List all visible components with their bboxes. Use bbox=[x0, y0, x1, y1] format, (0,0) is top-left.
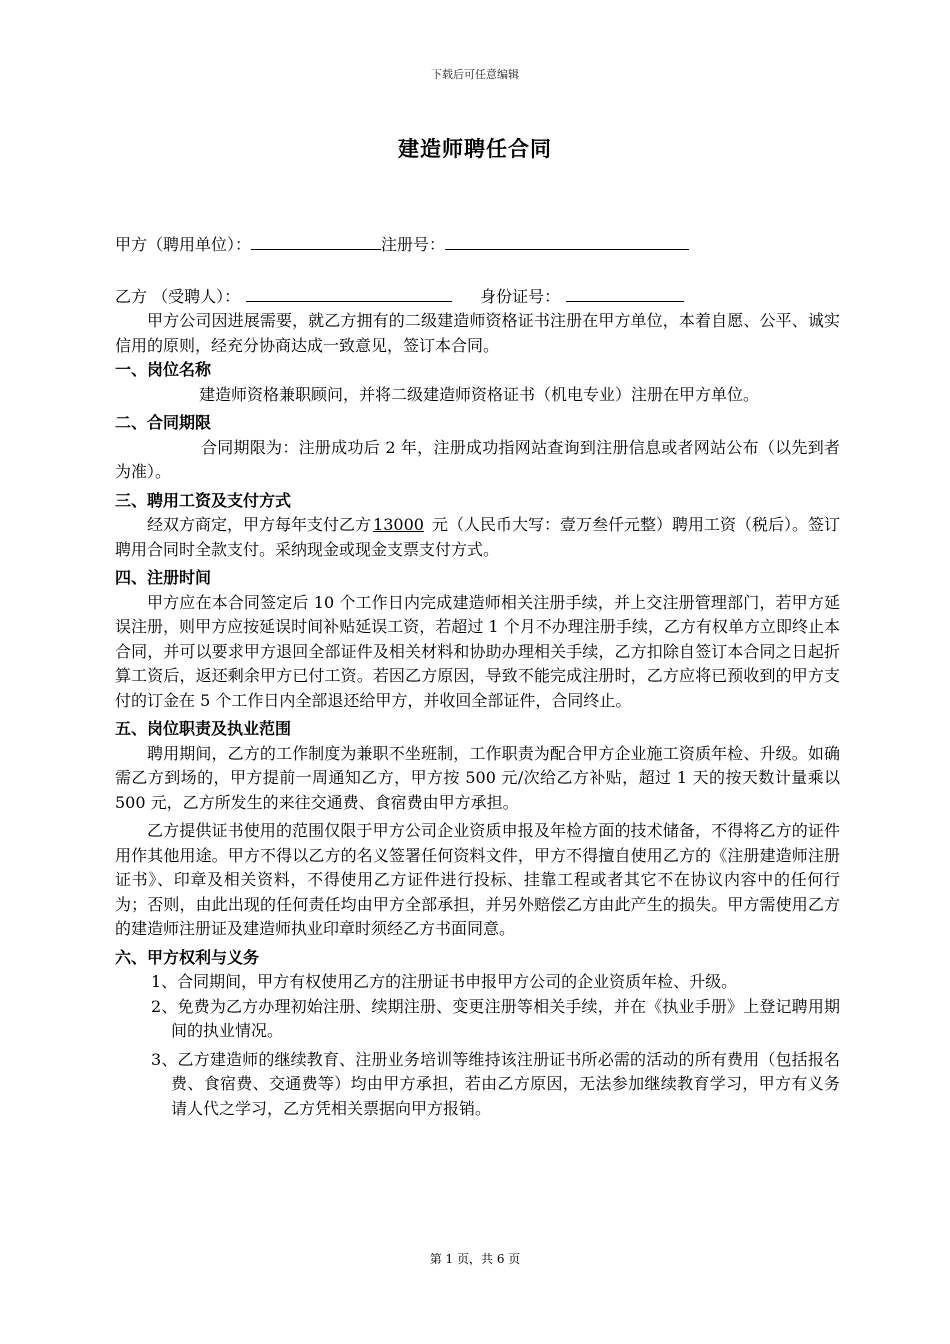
party-a-reg-blank bbox=[445, 232, 689, 250]
party-a-reg-label: 注册号： bbox=[381, 235, 446, 254]
party-b-label: 乙方 （受聘人）： bbox=[115, 286, 241, 306]
section-4-heading: 四、注册时间 bbox=[115, 568, 212, 587]
section-6-heading: 六、甲方权利与义务 bbox=[115, 947, 260, 967]
party-a-name-blank bbox=[251, 232, 381, 250]
party-b-name-blank bbox=[246, 284, 452, 302]
party-b-line bbox=[115, 284, 840, 310]
section-6-item-2: 2、免费为乙方办理初始注册、续期注册、变更注册等相关手续，并在《执业手册》上登记聘用期间的执业情况。 bbox=[151, 996, 840, 1040]
page-title: 建造师聘任合同 bbox=[398, 136, 552, 161]
section-1-text: 建造师资格兼职顾问，并将二级建造师资格证书（机电专业）注册在甲方单位。 bbox=[199, 384, 760, 404]
header-note: 下载后可任意编辑 bbox=[431, 68, 519, 81]
section-3-text bbox=[115, 513, 840, 562]
party-b-id-blank bbox=[566, 284, 684, 302]
section-3-heading: 三、聘用工资及支付方式 bbox=[115, 490, 292, 510]
section-5-heading: 五、岗位职责及执业范围 bbox=[115, 719, 292, 738]
party-a-line bbox=[115, 232, 840, 258]
section-6-item-1: 1、合同期间，甲方有权使用乙方的注册证书申报甲方公司的企业资质年检、升级。 bbox=[151, 972, 738, 991]
salary-amount: 13000 bbox=[373, 515, 424, 534]
section-2-text: 合同期限为：注册成功后 2 年，注册成功指网站查询到注册信息或者网站公布（以先到者为准）。 bbox=[115, 437, 840, 481]
party-b-id-label: 身份证号： bbox=[480, 286, 561, 306]
page-footer: 第 1 页，共 6 页 bbox=[429, 1252, 521, 1266]
party-a-label: 甲方（聘用单位）： bbox=[115, 235, 252, 254]
intro-paragraph: 甲方公司因进展需要，就乙方拥有的二级建造师资格证书注册在甲方单位，本着自愿、公平、诚实信用的原则，经充分协商达成一致意见，签订本合同。 bbox=[115, 311, 840, 355]
salary-text-b: 元（人民币大写：壹万叁仟元整）聘用工资（税后）。签订聘用合同时全款支付。采纳现金或现金支票支付方式。 bbox=[115, 515, 840, 559]
contract-body bbox=[115, 232, 840, 1121]
section-1-heading: 一、岗位名称 bbox=[115, 360, 212, 379]
section-5-paragraph-2: 乙方提供证书使用的范围仅限于甲方公司企业资质申报及年检方面的技术储备，不得将乙方的证件用作其他用途。甲方不得以乙方的名义签署任何资料文件，甲方不得擅自使用乙方的《注册建造师注册证书》、印章及相关资料，不得使用乙方证件进行投标、挂靠工程或者其它不在协议内容中的任何行为；否则，由此出现的任何责任均由甲方全部承担，并另外赔偿乙方由此产生的损失。甲方需使用乙方的建造师注册证及建造师执业印章时须经乙方书面同意。 bbox=[115, 821, 840, 938]
section-6-item-3: 3、乙方建造师的继续教育、注册业务培训等维持该注册证书所必需的活动的所有费用（包括报名费、食宿费、交通费等）均由甲方承担，若由乙方原因，无法参加继续教育学习，甲方有义务请人代之学习，乙方凭相关票据向甲方报销。 bbox=[151, 1049, 840, 1118]
section-5-paragraph-1: 聘用期间，乙方的工作制度为兼职不坐班制，工作职责为配合甲方企业施工资质年检、升级。如确需乙方到场的，甲方提前一周通知乙方，甲方按 500 元/次给乙方补贴，超过 1 天的按天数计量乘以 500 元，乙方所发生的来往交通费、食宿费由甲方承担。 bbox=[115, 743, 840, 812]
section-4-text: 甲方应在本合同签定后 10 个工作日内完成建造师相关注册手续，并上交注册管理部门，若甲方延误注册，则甲方应按延误时间补贴延误工资，若超过 1 个月不办理注册手续，乙方有权单方立即终止本合同，并可以要求甲方退回全部证件及相关材料和协助办理相关手续，乙方扣除自签订本合同之日起折算工资后，返还剩余甲方已付工资。若因乙方原因，导致不能完成注册时，乙方应将已预收到的甲方支付的订金在 5 个工作日内全部退还给甲方，并收回全部证件，合同终止。 bbox=[115, 592, 840, 710]
section-2-heading: 二、合同期限 bbox=[115, 413, 212, 432]
salary-text-a: 经双方商定，甲方每年支付乙方 bbox=[147, 515, 372, 534]
